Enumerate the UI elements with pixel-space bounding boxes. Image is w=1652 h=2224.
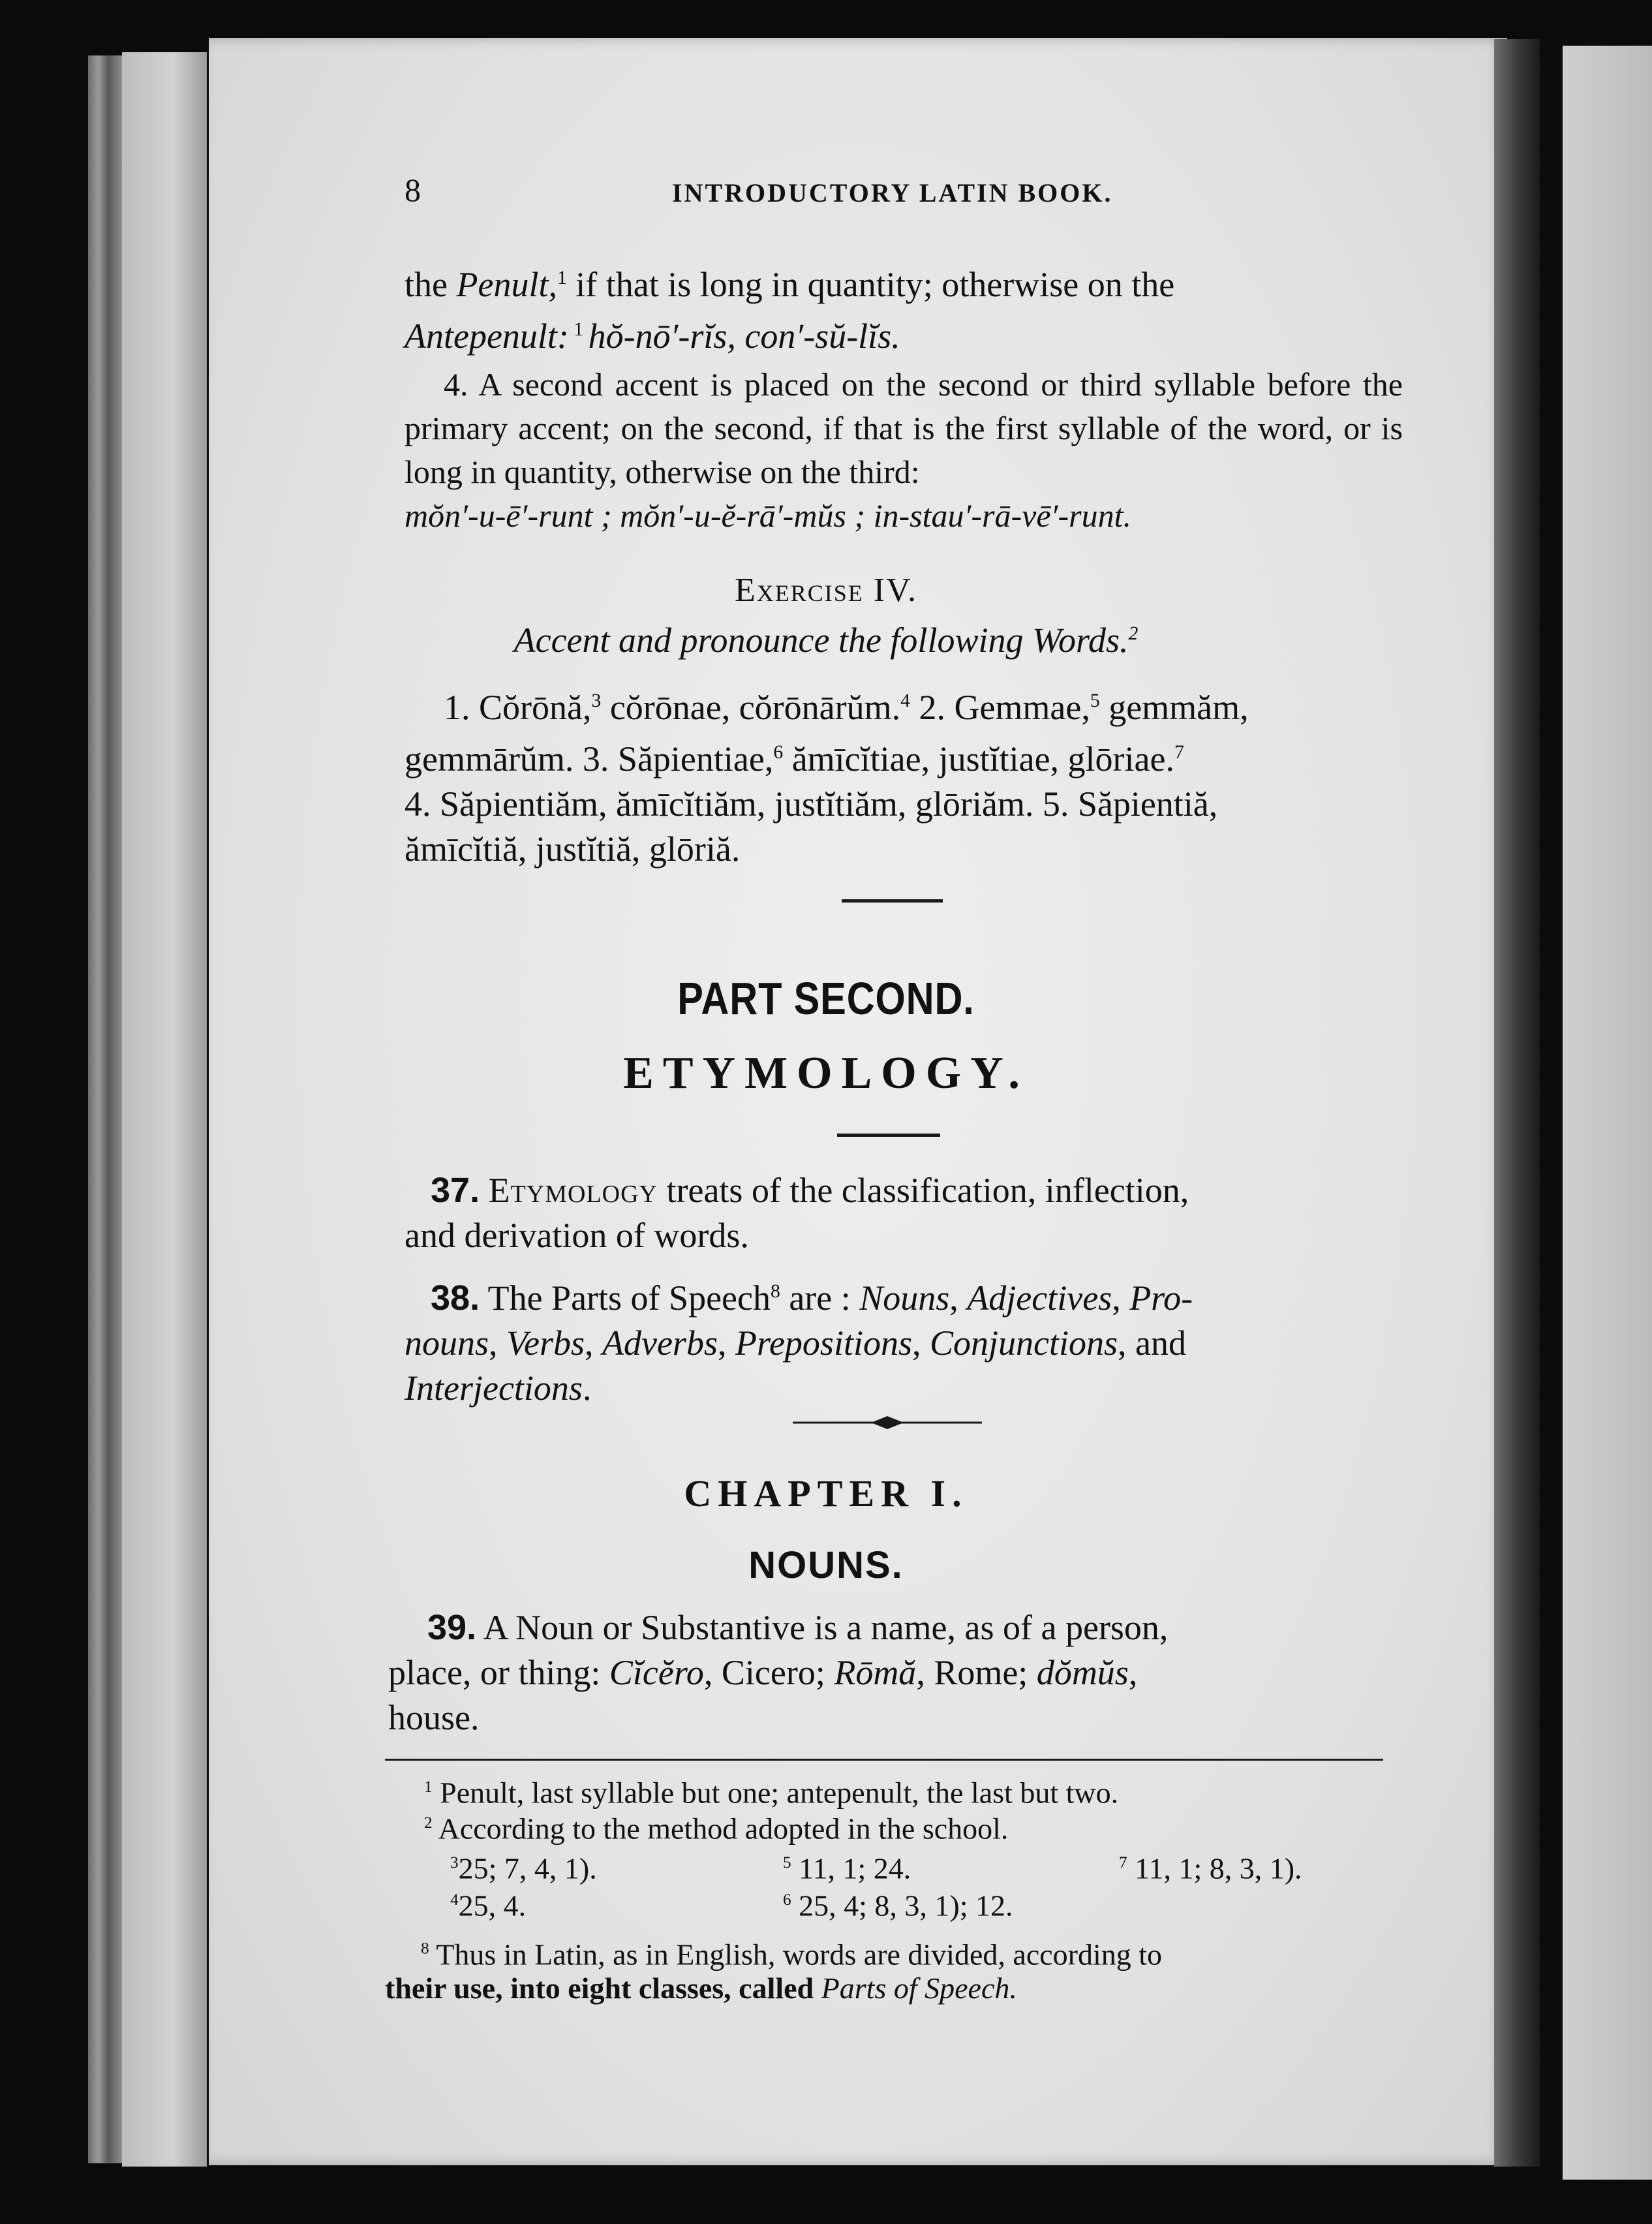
part-subtitle: ETYMOLOGY.: [623, 1048, 1029, 1098]
footnote-5: $^5$ 11, 1; 24.: [783, 1851, 911, 1885]
paragraph-accent-rule: the Penult,$^1$ if that is long in quantity; otherwise on the Antepenult: $^1$ hŏ-nō′-rĭs, con′-sŭ-lĭs.: [405, 265, 1175, 356]
footnote-rule: [385, 1759, 1383, 1761]
page-number: 8: [405, 172, 421, 208]
footnote-1: $^1$ Penult, last syllable but one; antepenult, the last but two.: [424, 1776, 1119, 1810]
page-stack-edge: [122, 52, 207, 2167]
facing-page-edge: [1563, 46, 1652, 2180]
footnote-6: $^6$ 25, 4; 8, 3, 1); 12.: [783, 1889, 1013, 1923]
book-binding-edge: [88, 55, 122, 2163]
section-39: 39. A Noun or Substantive is a name, as of a person, place, or thing: Cĭcĕro, Cicero; Rōmă, Rome; dŏmŭs, house.: [388, 1608, 1169, 1737]
footnote-2: $^2$ According to the method adopted in the school.: [424, 1812, 1009, 1846]
paragraph-rule-4: 4. A second accent is placed on the second or third syllable before the primary accent; on the second, if that is the first syllable of the word, or is long in quantity, otherwise on the third: mŏn′-u-ē′-runt ; mŏn′-u-ĕ-rā′-mŭs ; in-stau′-rā-vē′-runt.: [405, 366, 1403, 534]
part-divider-rule: [837, 1134, 940, 1137]
section-divider-rule: [842, 899, 943, 903]
running-head-title: INTRODUCTORY LATIN BOOK.: [672, 178, 1113, 208]
exercise-words: 1. Cŏrōnă,$^3$ cŏrōnae, cŏrōnārŭm.$^4$ 2. Gemmae,$^5$ gemmăm, gemmārŭm. 3. Săpientiae,$^6$ ămīcĭtiae, justĭtiae, glōriae.$^7$ 4. Săpientiăm, ămīcĭtiăm, justĭtiăm, glōriăm. 5. Săpientiă, ămīcĭtiă, justĭtiă, glōriă.: [405, 688, 1249, 869]
footnote-8: $^8$ Thus in Latin, as in English, words are divided, according to their use, into eight classes, called Parts of Speech.: [385, 1938, 1163, 2005]
part-title: PART SECOND.: [677, 973, 975, 1024]
chapter-subtitle: NOUNS.: [748, 1544, 904, 1586]
section-38: 38. The Parts of Speech$^8$ are : Nouns, Adjectives, Pro- nouns, Verbs, Adverbs, Prepositions, Conjunctions, and Interjections.: [405, 1278, 1193, 1408]
page-gutter-shadow: [1494, 39, 1540, 2167]
ornament-divider: [793, 1413, 982, 1432]
footnote-3: $^3$25; 7, 4, 1).: [450, 1851, 597, 1885]
chapter-title: CHAPTER I.: [684, 1472, 968, 1515]
footnote-7: $^7$ 11, 1; 8, 3, 1).: [1119, 1851, 1302, 1885]
exercise-heading: Exercise IV.: [735, 572, 917, 609]
footnote-4: $^4$25, 4.: [450, 1889, 527, 1923]
section-37: 37. Etymology treats of the classification, inflection, and derivation of words.: [405, 1171, 1189, 1255]
exercise-subtitle: Accent and pronounce the following Words.$^2$: [513, 621, 1139, 660]
